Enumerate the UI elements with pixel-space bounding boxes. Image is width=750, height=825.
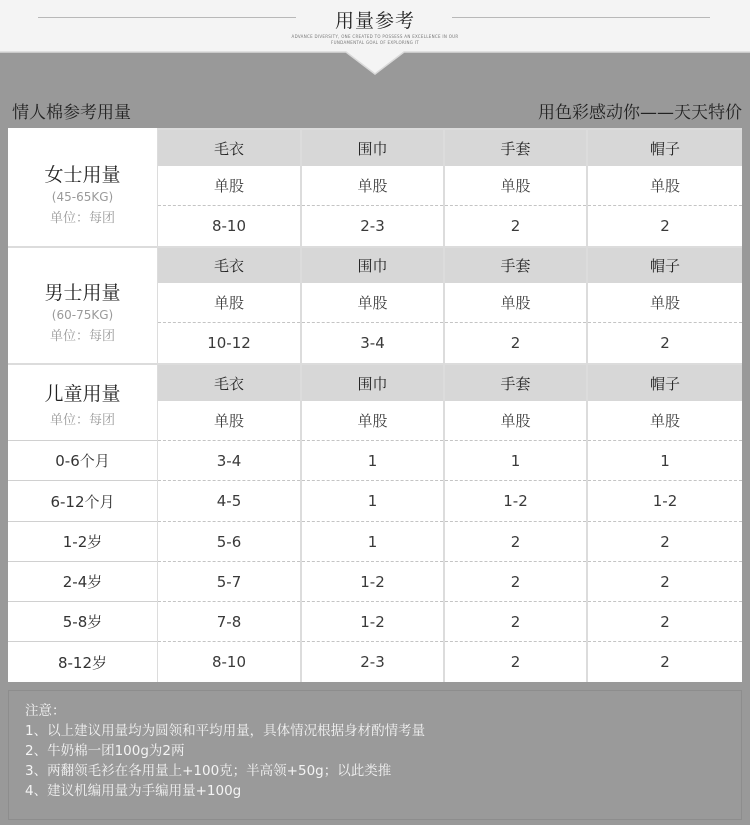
page-title: 用量参考	[334, 10, 415, 32]
note-item-4: 4、建议机编用量为手编用量+100g	[25, 783, 242, 799]
kids-row-3-hat: 2	[588, 561, 742, 601]
women-yarn-hat: 单股	[588, 166, 742, 205]
kids-label-cell	[8, 365, 157, 440]
kids-row-1-sweater: 4-5	[158, 480, 300, 521]
kids-row-0-sweater: 3-4	[158, 440, 300, 480]
kids-row-4-hat: 2	[588, 601, 742, 641]
men-amount-gloves: 2	[445, 322, 586, 363]
women-yarn-gloves: 单股	[445, 166, 586, 205]
notes-box	[8, 690, 742, 820]
kids-row-2-sweater: 5-6	[158, 521, 300, 561]
kids-yarn-scarf: 单股	[302, 401, 443, 440]
kids-row-4-gloves: 2	[445, 601, 586, 641]
kids-header-sweater: 毛衣	[158, 365, 300, 401]
women-yarn-scarf: 单股	[302, 166, 443, 205]
kids-row-5-gloves: 2	[445, 641, 586, 682]
header-notch-arrow	[0, 0, 750, 88]
men-header-gloves: 手套	[445, 248, 586, 283]
women-header-sweater: 毛衣	[158, 130, 300, 166]
kids-row-0-gloves: 1	[445, 440, 586, 480]
kids-yarn-hat: 单股	[588, 401, 742, 440]
kids-row-3-gloves: 2	[445, 561, 586, 601]
men-amount-hat: 2	[588, 322, 742, 363]
women-unit: 单位：每团	[49, 211, 115, 226]
kids-age-2: 1-2岁	[8, 521, 157, 561]
men-header-hat: 帽子	[588, 248, 742, 283]
kids-row-1-gloves: 1-2	[445, 480, 586, 521]
kids-row-4-sweater: 7-8	[158, 601, 300, 641]
women-amount-gloves: 2	[445, 205, 586, 246]
kids-age-4: 5-8岁	[8, 601, 157, 641]
women-header-gloves: 手套	[445, 130, 586, 166]
kids-header-gloves: 手套	[445, 365, 586, 401]
kids-row-3-sweater: 5-7	[158, 561, 300, 601]
kids-age-1: 6-12个月	[8, 480, 157, 521]
kids-age-5: 8-12岁	[8, 641, 157, 682]
men-header-scarf: 围巾	[302, 248, 443, 283]
kids-row-0-hat: 1	[588, 440, 742, 480]
kids-row-5-scarf: 2-3	[302, 641, 443, 682]
kids-row-5-sweater: 8-10	[158, 641, 300, 682]
men-header-sweater: 毛衣	[158, 248, 300, 283]
men-label-cell	[8, 248, 157, 363]
section-title: 情人棉参考用量	[12, 103, 131, 123]
usage-table	[8, 128, 742, 682]
women-weight-range: (45-65KG)	[51, 190, 114, 204]
men-yarn-sweater: 单股	[158, 283, 300, 322]
women-header-hat: 帽子	[588, 130, 742, 166]
page-subtitle-line1: ADVANCE DIVERSITY, ONE CREATED TO POSSESS AN EXCELLENCE IN OUR	[291, 34, 459, 39]
note-item-2: 2、牛奶棉一团100g为2两	[25, 743, 185, 759]
women-yarn-sweater: 单股	[158, 166, 300, 205]
men-amount-sweater: 10-12	[158, 322, 300, 363]
men-weight-range: (60-75KG)	[51, 308, 114, 322]
kids-row-2-hat: 2	[588, 521, 742, 561]
women-label-cell	[8, 128, 157, 246]
notes-title: 注意：	[25, 703, 66, 719]
women-amount-sweater: 8-10	[158, 205, 300, 246]
kids-row-5-hat: 2	[588, 641, 742, 682]
kids-yarn-sweater: 单股	[158, 401, 300, 440]
men-yarn-scarf: 单股	[302, 283, 443, 322]
promo-slogan: 用色彩感动你——天天特价	[538, 103, 742, 123]
men-label: 男士用量	[44, 282, 121, 304]
kids-row-1-scarf: 1	[302, 480, 443, 521]
kids-header-scarf: 围巾	[302, 365, 443, 401]
kids-unit: 单位：每团	[49, 413, 115, 428]
kids-row-4-scarf: 1-2	[302, 601, 443, 641]
kids-label: 儿童用量	[44, 383, 121, 405]
men-unit: 单位：每团	[49, 329, 115, 344]
kids-row-3-scarf: 1-2	[302, 561, 443, 601]
kids-age-0: 0-6个月	[8, 440, 157, 480]
note-item-3: 3、两翻领毛衫在各用量上+100克；半高领+50g；以此类推	[25, 763, 392, 779]
kids-header-hat: 帽子	[588, 365, 742, 401]
kids-yarn-gloves: 单股	[445, 401, 586, 440]
women-amount-hat: 2	[588, 205, 742, 246]
kids-row-1-hat: 1-2	[588, 480, 742, 521]
men-yarn-gloves: 单股	[445, 283, 586, 322]
women-label: 女士用量	[44, 164, 121, 186]
kids-row-2-scarf: 1	[302, 521, 443, 561]
men-amount-scarf: 3-4	[302, 322, 443, 363]
note-item-1: 1、以上建议用量均为圆领和平均用量，具体情况根据身材酌情考量	[25, 723, 426, 739]
women-amount-scarf: 2-3	[302, 205, 443, 246]
men-yarn-hat: 单股	[588, 283, 742, 322]
kids-age-3: 2-4岁	[8, 561, 157, 601]
women-header-scarf: 围巾	[302, 130, 443, 166]
kids-row-2-gloves: 2	[445, 521, 586, 561]
page-subtitle-line2: FUNDAMENTAL GOAL OF EXPLORING IT	[331, 40, 419, 45]
kids-row-0-scarf: 1	[302, 440, 443, 480]
